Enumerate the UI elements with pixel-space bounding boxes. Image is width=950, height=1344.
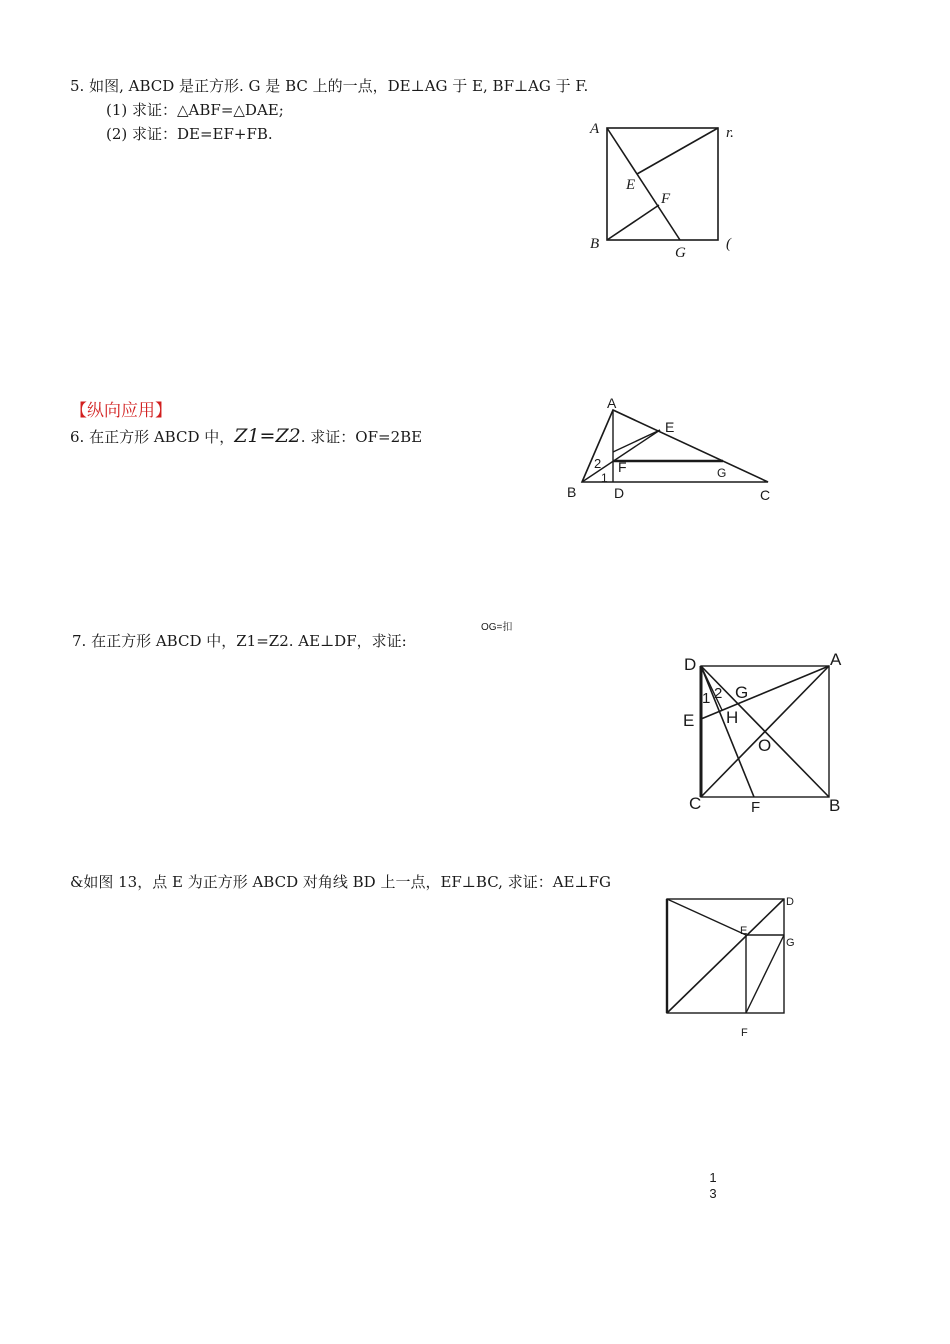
q7-label-a: A: [830, 650, 842, 669]
q7-label-2: 2: [714, 685, 723, 702]
q6-label-b: B: [567, 484, 577, 500]
page-number-bottom: 3: [709, 1186, 717, 1201]
q8-statement: &如图 13，点 E 为正方形 ABCD 对角线 BD 上一点，EF⊥BC, 求证：AE⊥FG: [70, 873, 611, 891]
q5-label-c: (: [726, 236, 731, 252]
q8-diagonal-bd: [667, 899, 784, 1013]
q5-label-d: r.: [726, 125, 734, 141]
q6-label-d: D: [614, 485, 625, 501]
q7-label-c: C: [689, 794, 702, 813]
q7-floating-text: OG=扣: [481, 622, 513, 633]
q5-part-1: (1) 求证：△ABF=△DAE;: [106, 101, 284, 119]
q6-label-e: E: [665, 419, 675, 435]
q7-label-d: D: [684, 655, 697, 674]
q5-label-e: E: [626, 177, 636, 193]
q6-angle-equality: Z1=Z2: [234, 425, 301, 447]
q5-label-f: F: [661, 191, 671, 207]
q7-label-o: O: [758, 736, 772, 755]
q5-label-a: A: [590, 121, 600, 137]
q5-label-b: B: [590, 236, 600, 252]
q6-label-1: 1: [601, 471, 608, 485]
q6-prefix: 6. 在正方形 ABCD 中，: [70, 428, 235, 446]
q8-label-d: D: [786, 896, 794, 908]
q7-label-1: 1: [702, 690, 711, 707]
q8-label-f: F: [741, 1027, 748, 1039]
section-title: 【纵向应用】: [70, 401, 172, 421]
page-number: [706, 1170, 720, 1202]
q6-label-c: C: [760, 487, 771, 503]
q8-line-fg: [746, 935, 784, 1013]
q8-label-e: E: [740, 925, 748, 937]
q7-label-h: H: [726, 708, 739, 727]
q7-label-g: G: [735, 683, 749, 702]
q6-label-f: F: [618, 459, 627, 475]
q6-label-2: 2: [594, 456, 602, 471]
q8-line-ae: [667, 899, 746, 935]
q6-label-g: G: [717, 466, 727, 480]
q5-statement: 5. 如图, ABCD 是正方形. G 是 BC 上的一点，DE⊥AG 于 E, BF⊥AG 于 F.: [70, 77, 589, 95]
q7-label-e: E: [683, 711, 695, 730]
page-number-top: 1: [709, 1170, 717, 1185]
q5-part-2: (2) 求证：DE=EF+FB.: [106, 125, 273, 143]
q7-label-b: B: [829, 796, 841, 815]
q7-label-f: F: [751, 799, 761, 816]
q5-label-g: G: [675, 245, 686, 261]
q7-statement: 7. 在正方形 ABCD 中，Z1=Z2. AE⊥DF，求证:: [72, 632, 407, 650]
q6-suffix: . 求证：OF=2BE: [300, 428, 423, 446]
q6-label-a: A: [607, 395, 617, 411]
q8-label-g: G: [786, 937, 795, 949]
